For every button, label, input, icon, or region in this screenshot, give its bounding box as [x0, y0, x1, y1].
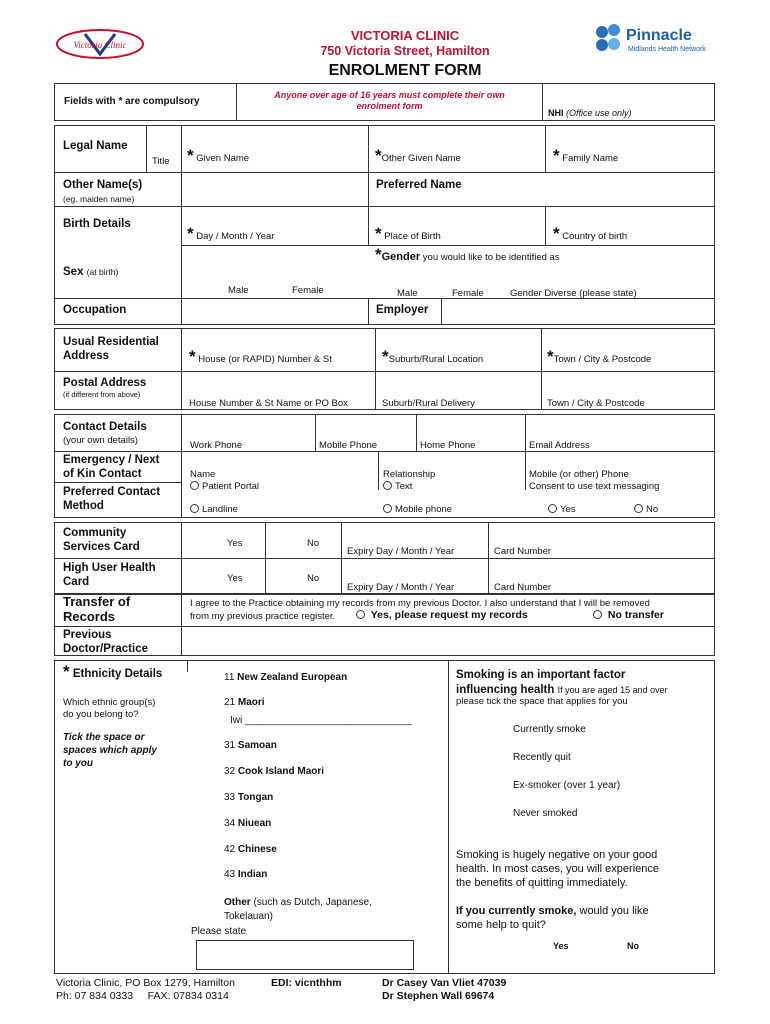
footer-edi: EDI: vicnthhm [271, 977, 342, 989]
please-state-input[interactable] [196, 940, 414, 970]
ethnicity-option-samoan[interactable]: 31 Samoan [224, 740, 277, 751]
sex-label: Sex (at birth) [63, 266, 119, 278]
ethnicity-option-cook-island-maori[interactable]: 32 Cook Island Maori [224, 766, 325, 777]
home-phone-field[interactable]: Home Phone [420, 440, 476, 451]
legal-name-label: Legal Name [63, 140, 128, 152]
occupation-field[interactable]: Occupation [63, 304, 127, 316]
csc-expiry-field[interactable]: Expiry Day / Month / Year [347, 546, 455, 557]
quit-help-no-option[interactable]: No [627, 941, 639, 951]
ethnicity-option-indian[interactable]: 43 Indian [224, 869, 268, 880]
gender-label: *Gender you would like to be identified as [375, 245, 560, 264]
preferred-contact-label: Preferred Contact Method [63, 486, 161, 512]
ethnicity-option-nz-european[interactable]: 11 New Zealand European [224, 672, 348, 683]
smoking-option-recently-quit[interactable]: Recently quit [513, 752, 571, 763]
iwi-field[interactable]: Iwi ______________________________ [230, 715, 412, 726]
title-field[interactable]: Title [152, 156, 170, 167]
given-name-field[interactable]: * Given Name [187, 146, 250, 165]
email-field[interactable]: Email Address [529, 440, 590, 451]
postal-house-field[interactable]: House Number & St Name or PO Box [189, 398, 348, 409]
postal-town-field[interactable]: Town / City & Postcode [547, 398, 645, 409]
clinic-address: 750 Victoria Street, Hamilton [320, 44, 490, 58]
svg-text:Victoria Clinic: Victoria Clinic [73, 40, 127, 50]
ethnicity-option-maori[interactable]: 21 Maori [224, 697, 265, 708]
preferred-name-field[interactable]: Preferred Name [376, 179, 462, 191]
footer-address: Victoria Clinic, PO Box 1279, Hamilton [56, 977, 235, 989]
gender-female-option[interactable]: Female [452, 288, 484, 299]
postal-address-label: Postal Address [63, 377, 147, 389]
form-title: ENROLMENT FORM [328, 62, 482, 79]
compulsory-note: Fields with * are compulsory [64, 96, 200, 107]
gender-diverse-option[interactable]: Gender Diverse (please state) [510, 288, 637, 299]
town-city-field[interactable]: *Town / City & Postcode [547, 347, 652, 366]
svg-text:Pinnacle: Pinnacle [626, 27, 692, 44]
other-names-hint: (eg. maiden name) [63, 194, 135, 204]
ethnicity-question: Which ethnic group(s) do you belong to? [63, 697, 156, 720]
text-option[interactable]: Text [383, 481, 412, 492]
high-user-health-card-label: High User Health Card [63, 562, 156, 588]
other-names-label: Other Name(s) [63, 179, 143, 191]
radio-icon [190, 481, 199, 490]
work-phone-field[interactable]: Work Phone [190, 440, 243, 451]
radio-icon [634, 504, 643, 513]
radio-icon [383, 504, 392, 513]
smoking-option-never[interactable]: Never smoked [513, 808, 578, 819]
ethnicity-option-chinese[interactable]: 42 Chinese [224, 844, 277, 855]
employer-field[interactable]: Employer [376, 304, 429, 316]
postal-suburb-field[interactable]: Suburb/Rural Delivery [382, 398, 475, 409]
mobile-option[interactable]: Mobile phone [383, 504, 452, 515]
family-name-field[interactable]: * Family Name [553, 146, 619, 165]
pinnacle-logo [592, 22, 717, 58]
consent-text-label: Consent to use text messaging [529, 481, 660, 492]
quit-help-yes-option[interactable]: Yes [553, 941, 569, 951]
please-state-label: Please state [191, 926, 247, 937]
birth-details-label: Birth Details [63, 218, 131, 230]
nhi-field[interactable]: NHI (Office use only) [548, 108, 632, 118]
smoking-option-ex-smoker[interactable]: Ex-smoker (over 1 year) [513, 780, 621, 791]
smoking-title: Smoking is an important factor influencing health If you are aged 15 and over [456, 669, 668, 696]
community-services-card-label: Community Services Card [63, 527, 140, 553]
ethnicity-option-niuean[interactable]: 34 Niuean [224, 818, 272, 829]
footer-doctor-2: Dr Stephen Wall 69674 [382, 990, 495, 1002]
transfer-records-label: Transfer of Records [63, 594, 131, 624]
transfer-agreement-text: I agree to the Practice obtaining my records from my previous Doctor. I also understand that I will be removed [190, 598, 650, 609]
house-number-field[interactable]: * House (or RAPID) Number & St [189, 347, 332, 366]
consent-no-option[interactable]: No [634, 504, 658, 515]
contact-details-label: Contact Details [63, 421, 147, 433]
svg-text:Midlands Health Network: Midlands Health Network [628, 46, 706, 53]
residential-address-label: Usual Residential Address [63, 336, 159, 362]
radio-icon [593, 610, 602, 619]
postal-address-hint: (if different from above) [63, 390, 141, 399]
huhc-card-number-field[interactable]: Card Number [494, 582, 552, 593]
contact-details-hint: (your own details) [63, 435, 138, 446]
ethnicity-title: * Ethnicity Details [63, 662, 163, 681]
place-of-birth-field[interactable]: * Place of Birth [375, 224, 441, 243]
landline-option[interactable]: Landline [190, 504, 238, 515]
radio-icon [548, 504, 557, 513]
patient-portal-option[interactable]: Patient Portal [190, 481, 259, 492]
country-of-birth-field[interactable]: * Country of birth [553, 224, 628, 243]
suburb-location-field[interactable]: *Suburb/Rural Location [382, 347, 484, 366]
csc-no-option[interactable]: No [307, 538, 320, 549]
dob-field[interactable]: * Day / Month / Year [187, 224, 275, 243]
other-given-name-field[interactable]: *Other Given Name [375, 146, 461, 165]
huhc-expiry-field[interactable]: Expiry Day / Month / Year [347, 582, 455, 593]
consent-yes-option[interactable]: Yes [548, 504, 576, 515]
ethnicity-instruction: Tick the space or spaces which apply to you [63, 732, 157, 769]
previous-doctor-label: Previous Doctor/Practice [63, 629, 149, 655]
emergency-contact-label: Emergency / Next of Kin Contact [63, 454, 160, 480]
mobile-phone-field[interactable]: Mobile Phone [319, 440, 378, 451]
request-records-option[interactable]: Yes, please request my records [356, 609, 528, 621]
no-transfer-option[interactable]: No transfer [593, 609, 664, 621]
huhc-no-option[interactable]: No [307, 573, 320, 584]
sex-male-option[interactable]: Male [228, 285, 249, 296]
csc-yes-option[interactable]: Yes [227, 538, 243, 549]
radio-icon [190, 504, 199, 513]
clinic-name: VICTORIA CLINIC [350, 28, 460, 43]
transfer-agreement-text-2: from my previous practice register. [190, 611, 336, 622]
footer-phone: Ph: 07 834 0333 FAX: 07834 0314 [56, 990, 229, 1002]
emergency-phone-field[interactable]: Mobile (or other) Phone [529, 469, 629, 480]
ethnicity-option-other[interactable]: Other (such as Dutch, Japanese, Tokelauan) [224, 897, 372, 922]
age-note: Anyone over age of 16 years must complete their own enrolment form [274, 90, 505, 111]
quit-help-question: If you currently smoke, would you like some help to quit? [456, 905, 649, 931]
sex-female-option[interactable]: Female [292, 285, 324, 296]
smoking-option-current[interactable]: Currently smoke [513, 724, 586, 735]
smoking-tick-note: please tick the space that applies for you [456, 696, 628, 707]
ethnicity-option-tongan[interactable]: 33 Tongan [224, 792, 274, 803]
csc-card-number-field[interactable]: Card Number [494, 546, 552, 557]
emergency-name-field[interactable]: Name [190, 469, 216, 480]
footer-doctor-1: Dr Casey Van Vliet 47039 [382, 977, 507, 989]
smoking-negative-note: Smoking is hugely negative on your good health. In most cases, you will experience the benefits of quitting immediately. [456, 849, 659, 889]
radio-icon [356, 610, 365, 619]
gender-male-option[interactable]: Male [397, 288, 418, 299]
huhc-yes-option[interactable]: Yes [227, 573, 243, 584]
radio-icon [383, 481, 392, 490]
emergency-relationship-field[interactable]: Relationship [383, 469, 436, 480]
